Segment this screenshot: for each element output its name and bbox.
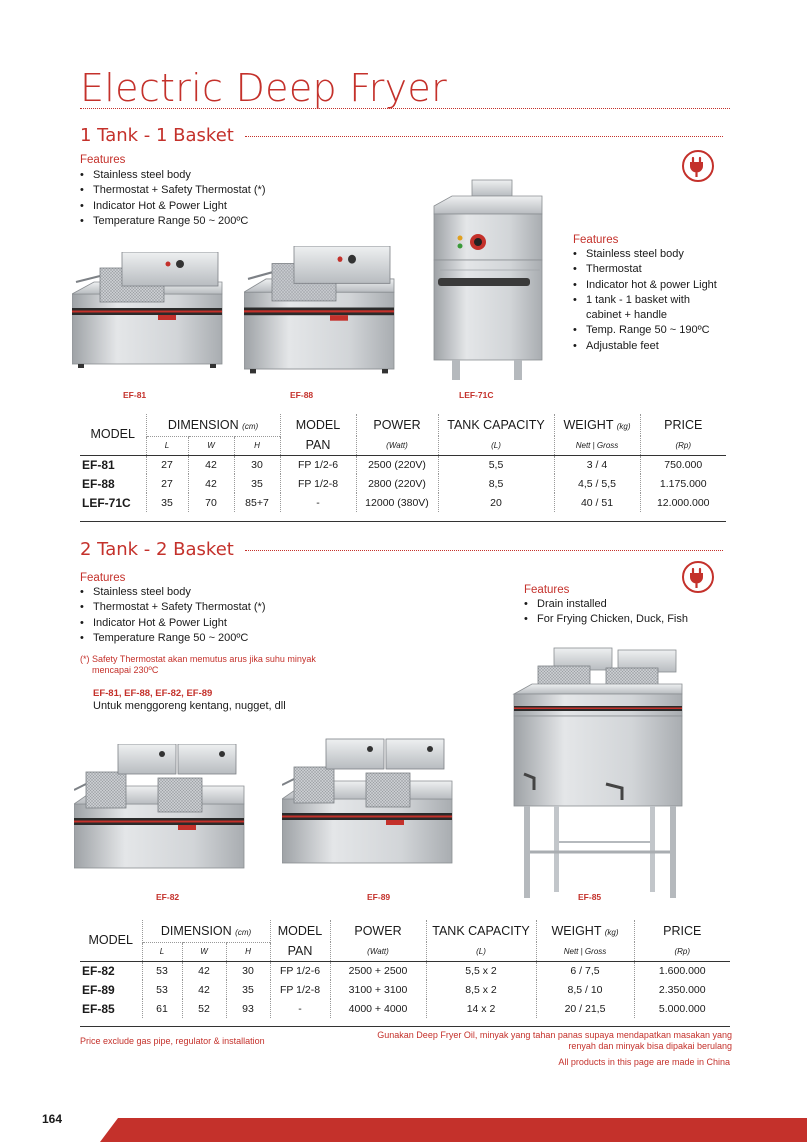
features-list [573, 247, 753, 354]
table-cell-pan: FP 1/2-6 [270, 961, 330, 980]
table-row [80, 980, 730, 999]
table-cell-h: 30 [226, 961, 270, 980]
product-caption: EF-88 [290, 390, 314, 400]
column-header-power: POWER [330, 920, 426, 942]
oil-note: Gunakan Deep Fryer Oil, minyak yang tahan panas supaya mendapatkan masakan yang renyah dan minyak bisa dipakai berulang [377, 1030, 732, 1051]
table-body [80, 455, 726, 512]
list-item: • Thermostat + Safety Thermostat (*) [80, 600, 380, 615]
table-bottom-rule [80, 1026, 730, 1027]
column-header-model-pan: MODEL [280, 414, 356, 436]
table-cell-w: 42 [188, 455, 234, 474]
features-block-2-left [80, 572, 380, 646]
table-cell-w: 42 [182, 980, 226, 999]
table-cell-power: 2500 (220V) [356, 455, 438, 474]
column-header-l: L [146, 436, 188, 455]
table-cell-l: 27 [146, 455, 188, 474]
table-cell-price: 1.175.000 [640, 474, 726, 493]
table-cell-pan: FP 1/2-8 [280, 474, 356, 493]
table-cell-h: 30 [234, 455, 280, 474]
features-list [80, 168, 380, 229]
spec-table-2 [80, 920, 730, 1018]
table-cell-tank: 8,5 x 2 [426, 980, 536, 999]
origin-note: All products in this page are made in China [558, 1057, 730, 1067]
product-image-ef-88 [244, 246, 396, 380]
table-cell-tank: 5,5 [438, 455, 554, 474]
list-item: • Indicator Hot & Power Light [80, 616, 380, 631]
features-block-1-right [573, 234, 753, 354]
product-caption: EF-89 [367, 892, 391, 902]
table-row [80, 474, 726, 493]
table-cell-power: 12000 (380V) [356, 493, 438, 512]
product-caption: EF-82 [156, 892, 180, 902]
footer-band [0, 1118, 807, 1142]
section-divider [245, 136, 723, 137]
table-cell-l: 27 [146, 474, 188, 493]
list-item: • Thermostat + Safety Thermostat (*) [80, 183, 380, 198]
table-row [80, 999, 730, 1018]
product-caption: EF-81 [123, 390, 147, 400]
column-unit-power: (Watt) [330, 942, 426, 961]
features-heading: Features [80, 572, 126, 584]
column-header-pan: PAN [270, 942, 330, 961]
table-cell-model: EF-82 [82, 963, 115, 978]
list-item: • Temperature Range 50 ~ 200ºC [80, 214, 380, 229]
section-heading-1: 1 Tank - 1 Basket [80, 125, 242, 146]
table-cell-model: EF-88 [82, 476, 115, 491]
table-cell-weight: 20 / 21,5 [536, 999, 634, 1018]
features-block-1-left [80, 154, 380, 229]
models-note: EF-81, EF-88, EF-82, EF-89 [93, 688, 213, 699]
column-header-tank: TANK CAPACITY [426, 920, 536, 942]
table-cell-model: EF-89 [82, 982, 115, 997]
column-unit-tank: (L) [438, 436, 554, 455]
price-note: Price exclude gas pipe, regulator & installation [80, 1036, 265, 1046]
page-number: 164 [42, 1112, 63, 1126]
column-header-h: H [234, 436, 280, 455]
table-body [80, 961, 730, 1018]
column-header-price: PRICE [634, 920, 730, 942]
table-cell-price: 5.000.000 [634, 999, 730, 1018]
column-unit-weight: Nett | Gross [536, 942, 634, 961]
table-cell-tank: 8,5 [438, 474, 554, 493]
table-cell-model: EF-81 [82, 457, 115, 472]
list-item: • Stainless steel body [80, 168, 380, 183]
list-item: • Thermostat [573, 262, 753, 277]
table-cell-h: 93 [226, 999, 270, 1018]
column-header-tank: TANK CAPACITY [438, 414, 554, 436]
column-header-weight: WEIGHT (kg) [536, 920, 634, 942]
list-item: • Adjustable feet [573, 339, 753, 354]
product-caption: LEF-71C [459, 390, 494, 400]
features-list [524, 597, 724, 628]
table-cell-l: 53 [142, 980, 182, 999]
page-title: Electric Deep Fryer [80, 66, 448, 110]
table-cell-power: 2500 + 2500 [330, 961, 426, 980]
column-header-weight: WEIGHT (kg) [554, 414, 640, 436]
table-cell-l: 53 [142, 961, 182, 980]
column-header-w: W [182, 942, 226, 961]
table-cell-price: 12.000.000 [640, 493, 726, 512]
column-header-w: W [188, 436, 234, 455]
table-cell-power: 3100 + 3100 [330, 980, 426, 999]
table-cell-price: 750.000 [640, 455, 726, 474]
column-header-l: L [142, 942, 182, 961]
table-cell-w: 52 [182, 999, 226, 1018]
power-plug-icon [682, 561, 714, 593]
column-header-h: H [226, 942, 270, 961]
column-unit-price: (Rp) [634, 942, 730, 961]
table-cell-h: 35 [234, 474, 280, 493]
table-row [80, 493, 726, 512]
product-image-lef-71c [430, 178, 545, 386]
column-header-model-pan: MODEL [270, 920, 330, 942]
list-item: • Drain installed [524, 597, 724, 612]
list-item: • Temp. Range 50 ~ 190ºC [573, 323, 753, 338]
section-heading-2: 2 Tank - 2 Basket [80, 539, 242, 560]
table-cell-weight: 6 / 7,5 [536, 961, 634, 980]
column-header-price: PRICE [640, 414, 726, 436]
product-image-ef-81 [72, 252, 224, 374]
table-cell-weight: 3 / 4 [554, 455, 640, 474]
column-header-model: MODEL [80, 920, 142, 961]
table-cell-pan: - [270, 999, 330, 1018]
column-header-dimension: DIMENSION (cm) [142, 920, 270, 942]
usage-note: Untuk menggoreng kentang, nugget, dll [93, 700, 286, 712]
table-cell-weight: 4,5 / 5,5 [554, 474, 640, 493]
table-cell-w: 70 [188, 493, 234, 512]
table-cell-pan: - [280, 493, 356, 512]
table-cell-h: 85+7 [234, 493, 280, 512]
table-cell-model: EF-85 [82, 1001, 115, 1016]
column-unit-price: (Rp) [640, 436, 726, 455]
table-cell-power: 4000 + 4000 [330, 999, 426, 1018]
product-caption: EF-85 [578, 892, 602, 902]
features-heading: Features [573, 234, 619, 246]
column-header-power: POWER [356, 414, 438, 436]
product-image-ef-85 [510, 646, 690, 908]
table-cell-h: 35 [226, 980, 270, 999]
list-item: • Stainless steel body [573, 247, 753, 262]
list-item: • 1 tank - 1 basket with cabinet + handle [573, 293, 701, 324]
product-image-ef-89 [282, 738, 454, 866]
table-cell-weight: 40 / 51 [554, 493, 640, 512]
table-cell-power: 2800 (220V) [356, 474, 438, 493]
section-divider [245, 550, 723, 551]
table-cell-model: LEF-71C [82, 495, 131, 510]
table-cell-tank: 5,5 x 2 [426, 961, 536, 980]
product-image-ef-82 [74, 744, 246, 870]
table-cell-l: 61 [142, 999, 182, 1018]
table-cell-pan: FP 1/2-6 [280, 455, 356, 474]
table-cell-pan: FP 1/2-8 [270, 980, 330, 999]
column-unit-tank: (L) [426, 942, 536, 961]
column-unit-power: (Watt) [356, 436, 438, 455]
features-list [80, 585, 380, 646]
list-item: • Stainless steel body [80, 585, 380, 600]
list-item: • Temperature Range 50 ~ 200ºC [80, 631, 380, 646]
table-cell-tank: 14 x 2 [426, 999, 536, 1018]
column-header-pan: PAN [280, 436, 356, 455]
title-divider [80, 108, 730, 109]
spec-table-1 [80, 414, 726, 512]
table-row [80, 961, 730, 980]
table-cell-l: 35 [146, 493, 188, 512]
power-plug-icon [682, 150, 714, 182]
features-heading: Features [80, 154, 126, 166]
table-cell-w: 42 [182, 961, 226, 980]
table-cell-w: 42 [188, 474, 234, 493]
table-cell-price: 1.600.000 [634, 961, 730, 980]
features-heading: Features [524, 584, 570, 596]
column-unit-weight: Nett | Gross [554, 436, 640, 455]
table-cell-price: 2.350.000 [634, 980, 730, 999]
table-bottom-rule [80, 521, 726, 522]
table-row [80, 455, 726, 474]
column-header-model: MODEL [80, 414, 146, 455]
table-cell-tank: 20 [438, 493, 554, 512]
list-item: • Indicator Hot & Power Light [80, 199, 380, 214]
list-item: • Indicator hot & power Light [573, 278, 753, 293]
list-item: • For Frying Chicken, Duck, Fish [524, 612, 724, 627]
column-header-dimension: DIMENSION (cm) [146, 414, 280, 436]
table-cell-weight: 8,5 / 10 [536, 980, 634, 999]
safety-note: (*) Safety Thermostat akan memutus arus jika suhu minyak mencapai 230ºC [80, 654, 316, 675]
